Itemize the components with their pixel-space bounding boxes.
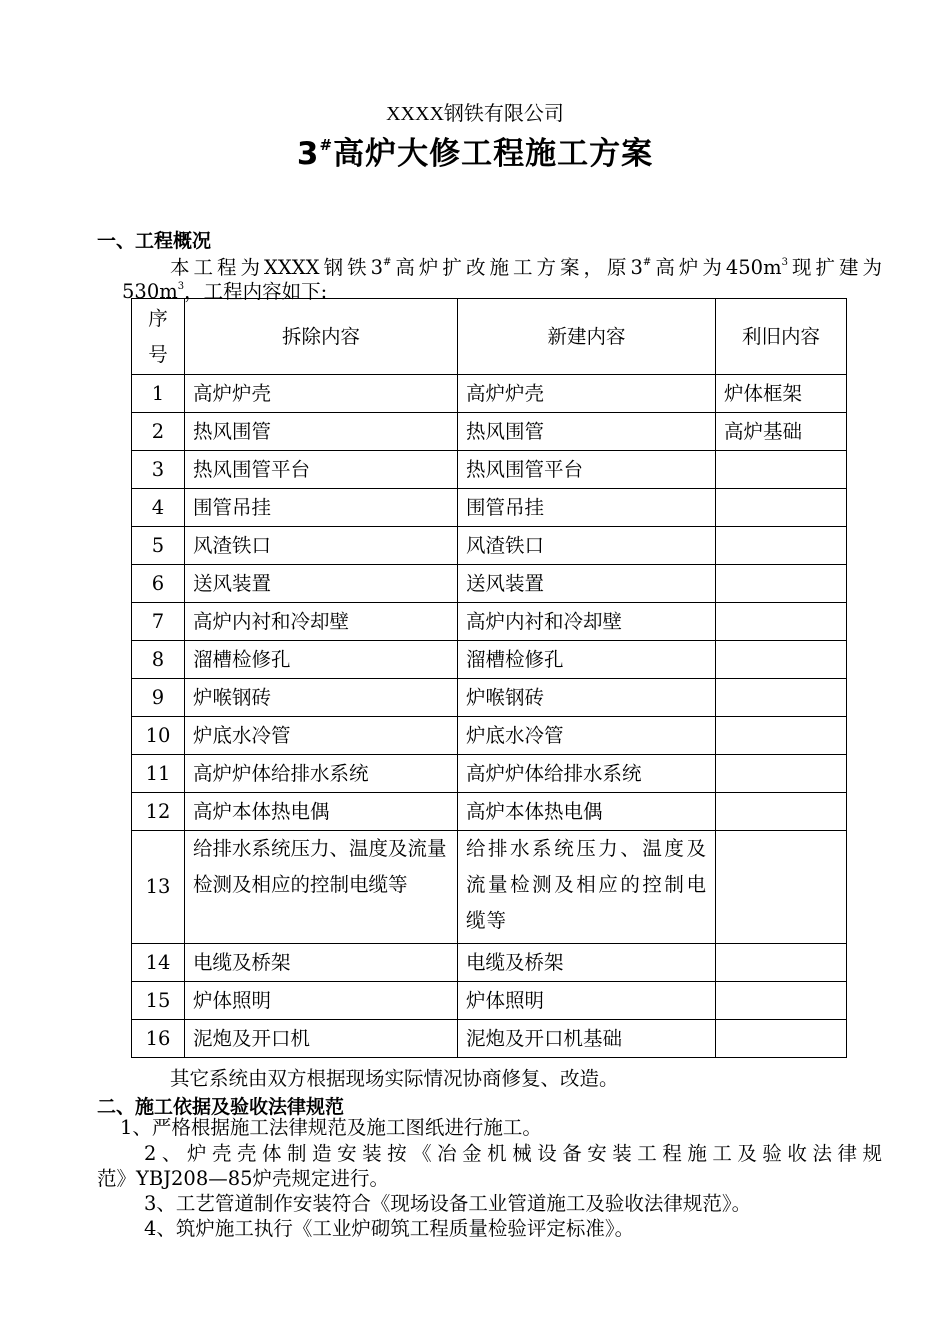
table-row	[132, 944, 847, 982]
new-content: 高炉内衬和冷却壁	[458, 603, 716, 641]
reuse-content: 炉体框架	[716, 375, 847, 413]
section2-item-2-line2: 范》YBJ208—85炉壳规定进行。	[97, 1167, 390, 1190]
row-number: 4	[132, 489, 185, 527]
section2-item-2-line1: 2、炉壳壳体制造安装按《冶金机械设备安装工程施工及验收法律规	[144, 1142, 882, 1165]
new-content: 溜槽检修孔	[458, 641, 716, 679]
section2-item-4: 4、筑炉施工执行《工业炉砌筑工程质量检验评定标准》。	[144, 1217, 635, 1240]
table-row	[132, 679, 847, 717]
reuse-content	[716, 1020, 847, 1058]
reuse-content: 高炉基础	[716, 413, 847, 451]
remove-content: 泥炮及开口机	[185, 1020, 458, 1058]
row-number: 12	[132, 793, 185, 831]
table-row	[132, 565, 847, 603]
table-row	[132, 527, 847, 565]
table-row	[132, 793, 847, 831]
section1-intro-line1: 本工程为XXXX钢铁3#高炉扩改施工方案，原3#高炉为$450m^3$现扩建为	[170, 256, 882, 279]
new-content: 炉体照明	[458, 982, 716, 1020]
reuse-content	[716, 717, 847, 755]
document-title	[0, 128, 950, 173]
reuse-content	[716, 944, 847, 982]
header-no: 序号	[132, 299, 185, 375]
row-number: 1	[132, 375, 185, 413]
remove-content: 风渣铁口	[185, 527, 458, 565]
row-number: 9	[132, 679, 185, 717]
row-number: 2	[132, 413, 185, 451]
remove-content: 溜槽检修孔	[185, 641, 458, 679]
title-text: 高炉大修工程施工方案	[333, 136, 654, 172]
remove-content: 送风装置	[185, 565, 458, 603]
new-content: 电缆及桥架	[458, 944, 716, 982]
new-content: 泥炮及开口机基础	[458, 1020, 716, 1058]
row-number: 6	[132, 565, 185, 603]
row-number: 13	[132, 831, 185, 944]
table-row	[132, 717, 847, 755]
remove-content: 电缆及桥架	[185, 944, 458, 982]
remove-content: 围管吊挂	[185, 489, 458, 527]
row-number: 3	[132, 451, 185, 489]
new-content: 送风装置	[458, 565, 716, 603]
new-content: 高炉炉壳	[458, 375, 716, 413]
table-row	[132, 489, 847, 527]
row-number: 11	[132, 755, 185, 793]
new-content: 高炉本体热电偶	[458, 793, 716, 831]
table-row	[132, 982, 847, 1020]
reuse-content	[716, 451, 847, 489]
section1-intro-line2: $530m^3$，工程内容如下:	[122, 280, 328, 303]
new-content: 热风围管	[458, 413, 716, 451]
table-row	[132, 451, 847, 489]
after-table-note: 其它系统由双方根据现场实际情况协商修复、改造。	[170, 1067, 619, 1090]
header-reuse: 利旧内容	[716, 299, 847, 375]
new-content: 围管吊挂	[458, 489, 716, 527]
table-row	[132, 641, 847, 679]
section2-heading: 二、施工依据及验收法律规范	[97, 1096, 345, 1118]
reuse-content	[716, 565, 847, 603]
reuse-content	[716, 527, 847, 565]
new-content: 高炉炉体给排水系统	[458, 755, 716, 793]
remove-content: 炉体照明	[185, 982, 458, 1020]
table-row	[132, 413, 847, 451]
reuse-content	[716, 831, 847, 944]
remove-content: 热风围管平台	[185, 451, 458, 489]
reuse-content	[716, 603, 847, 641]
table-header-row	[132, 299, 847, 375]
remove-content: 炉喉钢砖	[185, 679, 458, 717]
reuse-content	[716, 641, 847, 679]
remove-content: 热风围管	[185, 413, 458, 451]
scope-table	[131, 298, 847, 1058]
row-number: 5	[132, 527, 185, 565]
reuse-content	[716, 679, 847, 717]
row-number: 10	[132, 717, 185, 755]
section1-heading: 一、工程概况	[97, 230, 212, 252]
remove-content: 炉底水冷管	[185, 717, 458, 755]
remove-content: 高炉炉壳	[185, 375, 458, 413]
header-build: 新建内容	[458, 299, 716, 375]
row-number: 8	[132, 641, 185, 679]
table-row	[132, 831, 847, 944]
table-row	[132, 755, 847, 793]
reuse-content	[716, 793, 847, 831]
title-number-sup: #	[319, 136, 334, 154]
table-row	[132, 603, 847, 641]
row-number: 7	[132, 603, 185, 641]
new-content: 炉喉钢砖	[458, 679, 716, 717]
new-content: 给排水系统压力、温度及流量检测及相应的控制电缆等	[458, 831, 716, 944]
new-content: 炉底水冷管	[458, 717, 716, 755]
section2-item-3: 3、工艺管道制作安装符合《现场设备工业管道施工及验收法律规范》。	[144, 1192, 752, 1215]
company-name: XXXX钢铁有限公司	[386, 103, 564, 125]
reuse-content	[716, 489, 847, 527]
remove-content: 给排水系统压力、温度及流量检测及相应的控制电缆等	[185, 831, 458, 944]
header-remove: 拆除内容	[185, 299, 458, 375]
table-row	[132, 1020, 847, 1058]
remove-content: 高炉内衬和冷却壁	[185, 603, 458, 641]
title-number: 3	[296, 136, 320, 172]
new-content: 热风围管平台	[458, 451, 716, 489]
row-number: 16	[132, 1020, 185, 1058]
new-content: 风渣铁口	[458, 527, 716, 565]
remove-content: 高炉本体热电偶	[185, 793, 458, 831]
remove-content: 高炉炉体给排水系统	[185, 755, 458, 793]
reuse-content	[716, 982, 847, 1020]
reuse-content	[716, 755, 847, 793]
section2-item-1: 1、严格根据施工法律规范及施工图纸进行施工。	[120, 1116, 542, 1139]
table-row	[132, 375, 847, 413]
row-number: 15	[132, 982, 185, 1020]
row-number: 14	[132, 944, 185, 982]
